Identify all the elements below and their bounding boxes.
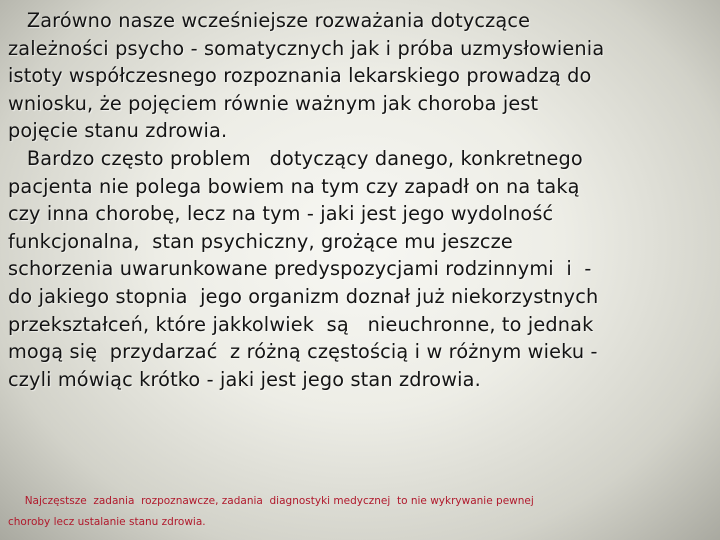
slide-footnote bbox=[8, 491, 712, 533]
body-line-10: schorzenia uwarunkowane predyspozycjami rodzinnymi i - bbox=[8, 257, 592, 281]
body-line-7: pacjenta nie polega bowiem na tym czy zapadł on na taką bbox=[8, 174, 580, 198]
body-line-14: czyli mówiąc krótko - jaki jest jego stan zdrowia. bbox=[8, 367, 481, 391]
body-line-1: Zarówno nasze wcześniejsze rozważania dotyczące bbox=[8, 9, 531, 32]
body-line-2: zależności psycho - somatycznych jak i próba uzmysłowienia bbox=[8, 36, 605, 60]
body-line-8: czy inna chorobę, lecz na tym - jaki jest jego wydolność bbox=[8, 202, 554, 226]
body-line-5: pojęcie stanu zdrowia. bbox=[8, 119, 228, 143]
body-line-3: istoty współczesnego rozpoznania lekarskiego prowadzą do bbox=[8, 64, 592, 88]
footnote-line-2: choroby lecz ustalanie stanu zdrowia. bbox=[8, 516, 206, 528]
body-line-6: Bardzo często problem dotyczący danego, konkretnego bbox=[8, 146, 583, 170]
body-line-13: mogą się przydarzać z różną częstością i w różnym wieku - bbox=[8, 340, 598, 364]
body-line-4: wniosku, że pojęciem równie ważnym jak choroba jest bbox=[8, 91, 539, 115]
footnote-line-1: Najczęstsze zadania rozpoznawcze, zadania diagnostyki medycznej to nie wykrywanie pewnej bbox=[8, 495, 534, 507]
body-line-11: do jakiego stopnia jego organizm doznał już niekorzystnych bbox=[8, 284, 599, 308]
slide-body-text bbox=[8, 7, 712, 393]
body-line-9: funkcjonalna, stan psychiczny, grożące mu jeszcze bbox=[8, 229, 513, 253]
body-line-12: przekształceń, które jakkolwiek są nieuchronne, to jednak bbox=[8, 312, 594, 336]
